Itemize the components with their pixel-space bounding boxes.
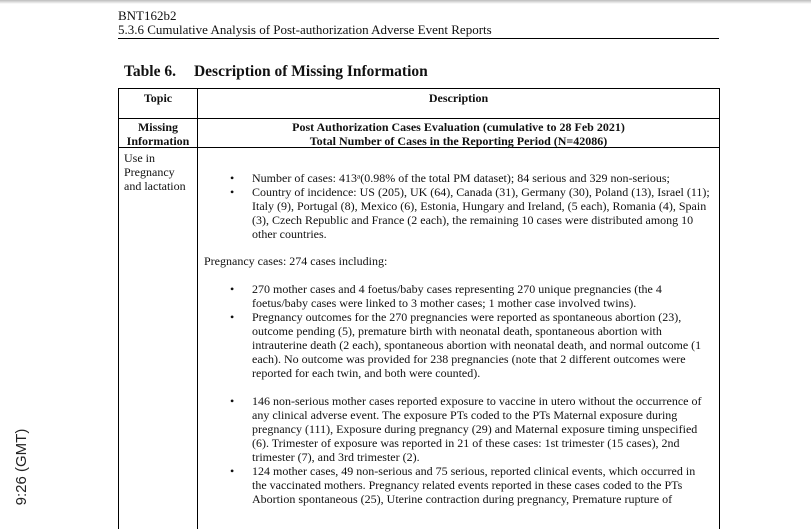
list-item: • Number of cases: 413ᵃ(0.98% of the total PM dataset); 84 serious and 329 non-serious;	[204, 171, 712, 185]
side-timestamp: 9:26 (GMT)	[13, 428, 30, 506]
col-header-topic: Topic	[143, 91, 173, 105]
table-title-text: Description of Missing Information	[193, 63, 428, 80]
row-divider	[119, 118, 719, 119]
doc-product: BNT162b2	[118, 8, 177, 23]
list-item: • 146 non-serious mother cases reported exposure to vaccine in utero without the occurrence of any clinical adverse event. The exposure PTs coded to the PTs Maternal exposure during pregnancy (111), Exposure during pregnancy (29) and Maternal exposure timing unspecified (6). Trimester of exposure was reported in 21 of these cases: 1st trimester (15 cases), 2nd trimester (7), and 3rd trimester (2).	[204, 394, 712, 464]
list-item: • Pregnancy outcomes for the 270 pregnancies were reported as spontaneous abortion (23), outcome pending (5), premature birth with neonatal death, spontaneous abortion with intrauterine death (2 each), spontaneous abortion with neonatal death, and normal outcome (1 each). No outcome was provided for 238 pregnancies (note that 2 different outcomes were reported for each twin, and both were counted).	[204, 310, 712, 380]
topic-cell: Use in Pregnancy and lactation	[124, 151, 186, 193]
missing-info-table	[118, 88, 720, 529]
list-item: • 124 mother cases, 49 non-serious and 75 serious, reported clinical events, which occurred in the vaccinated mothers. Pregnancy related events reported in these cases coded to the PTs Abortion spontaneous (25), Uterine contraction during pregnancy, Premature rupture of	[204, 464, 712, 506]
doc-section: 5.3.6 Cumulative Analysis of Post-authorization Adverse Event Reports	[118, 22, 492, 37]
case-summary-list	[204, 171, 712, 241]
row-heading-1: Post Authorization Cases Evaluation (cumulative to 28 Feb 2021)	[292, 120, 625, 134]
list-item: • Country of incidence: US (205), UK (64), Canada (31), Germany (30), Poland (13), Israel (11); Italy (9), Portugal (8), Mexico (6), Estonia, Hungary and Ireland, (5 each), Romania (4), Spain (3), Czech Republic and France (2 each), the remaining 10 cases were distributed among 10 other countries.	[204, 185, 712, 241]
row-heading-2: Total Number of Cases in the Reporting Period (N=42086)	[309, 134, 608, 148]
pregnancy-list	[204, 282, 712, 380]
viewer-top-shadow	[0, 0, 811, 4]
column-divider	[197, 89, 198, 529]
table-number: Table 6.	[124, 63, 176, 80]
header-rule	[118, 38, 719, 39]
col-header-description: Description	[428, 91, 489, 105]
pregnancy-cases-heading: Pregnancy cases: 274 cases including:	[204, 254, 388, 268]
row-label: Missing Information	[126, 120, 190, 148]
mother-cases-list	[204, 394, 712, 506]
table-title	[124, 63, 446, 81]
list-item: • 270 mother cases and 4 foetus/baby cases representing 270 unique pregnancies (the 4 foetus/baby cases were linked to 3 mother cases; 1 mother case involved twins).	[204, 282, 712, 310]
